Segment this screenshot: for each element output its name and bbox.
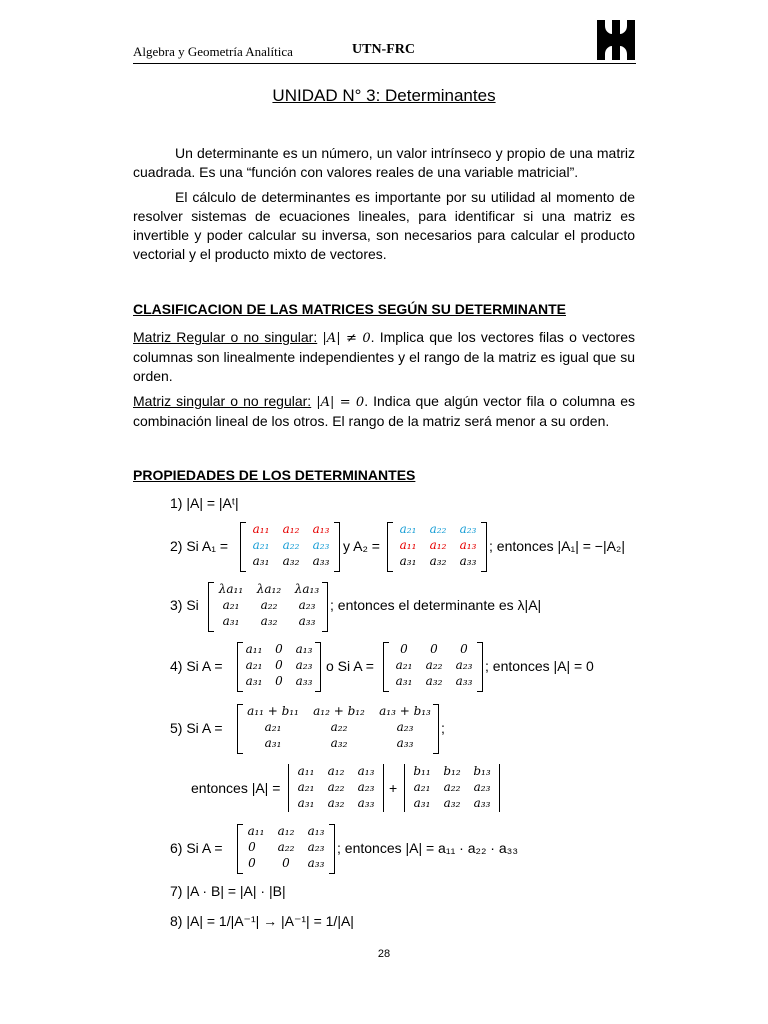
property-5-prefix: 5) Si A = bbox=[170, 720, 223, 736]
property-5b-prefix: entonces |A| = bbox=[191, 780, 281, 796]
matrix-triangular: a₁₁ a₁₂ a₁₃ 0 a₂₂ a₂₃ 0 0 a₃₃ bbox=[237, 822, 335, 874]
property-6-prefix: 6) Si A = bbox=[170, 840, 223, 856]
header-rule bbox=[133, 63, 636, 64]
page-title: UNIDAD N° 3: Determinantes bbox=[272, 86, 496, 105]
course-name: Algebra y Geometría Analítica bbox=[133, 44, 293, 59]
regular-matrix-paragraph: Matriz Regular o no singular: |A| ≠ 0. Implica que los vectores filas o vectores columnas son linealmente independientes y el rango de la matriz es igual que su orden. bbox=[133, 329, 636, 384]
section-heading-properties: PROPIEDADES DE LOS DETERMINANTES bbox=[133, 467, 416, 483]
property-2-mid: y A₂ = bbox=[343, 538, 380, 554]
property-4-mid: o Si A = bbox=[326, 658, 374, 674]
determinant-a: a₁₁ a₁₂ a₁₃ a₂₁ a₂₂ a₂₃ a₃₁ a₃₂ a₃₃ bbox=[288, 762, 384, 814]
property-5-suffix: ; bbox=[441, 720, 445, 736]
matrix-a1: a₁₁ a₁₂ a₁₃ a₂₁ a₂₂ a₂₃ a₃₁ a₃₂ a₃₃ bbox=[240, 520, 340, 572]
matrix-zero-row: 0 0 0 a₂₁ a₂₂ a₂₃ a₃₁ a₃₂ a₃₃ bbox=[383, 640, 483, 692]
property-2-prefix: 2) Si A₁ = bbox=[170, 538, 229, 554]
determinant-b: b₁₁ b₁₂ b₁₃ a₂₁ a₂₂ a₂₃ a₃₁ a₃₂ a₃₃ bbox=[404, 762, 500, 814]
singular-matrix-paragraph: Matriz singular o no regular: |A| = 0. Indica que algún vector fila o columna es combinación lineal de los otros. El rango de la matriz será menor a su orden. bbox=[133, 393, 636, 429]
matrix-zero-column: a₁₁ 0 a₁₃ a₂₁ 0 a₂₃ a₃₁ 0 a₃₃ bbox=[237, 640, 321, 692]
matrix-a2: a₂₁ a₂₂ a₂₃ a₁₁ a₁₂ a₁₃ a₃₁ a₃₂ a₃₃ bbox=[387, 520, 487, 572]
institution-name: UTN-FRC bbox=[352, 42, 415, 57]
matrix-lambda: λa₁₁ λa₁₂ λa₁₃ a₂₁ a₂₂ a₂₃ a₃₁ a₃₂ a₃₃ bbox=[208, 580, 328, 632]
property-8: 8) |A| = 1/|A⁻¹| → |A⁻¹| = 1/|A| bbox=[170, 913, 354, 929]
utn-logo-icon bbox=[597, 20, 635, 60]
intro-paragraph-2: El cálculo de determinantes es importante por su utilidad al momento de resolver sistemas de ecuaciones lineales, para identificar si una matriz es invertible y poder calcular su inversa, son necesarios para calcular el producto vectorial y el producto mixto de vectores. bbox=[133, 189, 635, 262]
property-3-prefix: 3) Si bbox=[170, 597, 199, 613]
page-number: 28 bbox=[377, 948, 391, 960]
property-4-prefix: 4) Si A = bbox=[170, 658, 223, 674]
property-7: 7) |A · B| = |A| · |B| bbox=[170, 883, 286, 899]
property-4-suffix: ; entonces |A| = 0 bbox=[485, 658, 594, 674]
property-6-suffix: ; entonces |A| = a₁₁ · a₂₂ · a₃₃ bbox=[337, 840, 519, 856]
section-heading-classification: CLASIFICACION DE LAS MATRICES SEGÚN SU DETERMINANTE bbox=[133, 301, 566, 317]
matrix-sum: a₁₁ + b₁₁ a₁₂ + b₁₂ a₁₃ + b₁₃ a₂₁ a₂₂ a₂₃ a₃₁ a₃₂ a₃₃ bbox=[237, 702, 439, 754]
plus-sign: + bbox=[389, 780, 398, 796]
intro-paragraph-1: Un determinante es un número, un valor intrínseco y propio de una matriz cuadrada. Es una “función con valores reales de una variable matricial”. bbox=[133, 145, 635, 180]
property-1: 1) |A| = |Aᵗ| bbox=[170, 495, 239, 511]
property-2-suffix: ; entonces |A₁| = −|A₂| bbox=[489, 538, 626, 554]
property-3-suffix: ; entonces el determinante es λ|A| bbox=[330, 597, 542, 613]
